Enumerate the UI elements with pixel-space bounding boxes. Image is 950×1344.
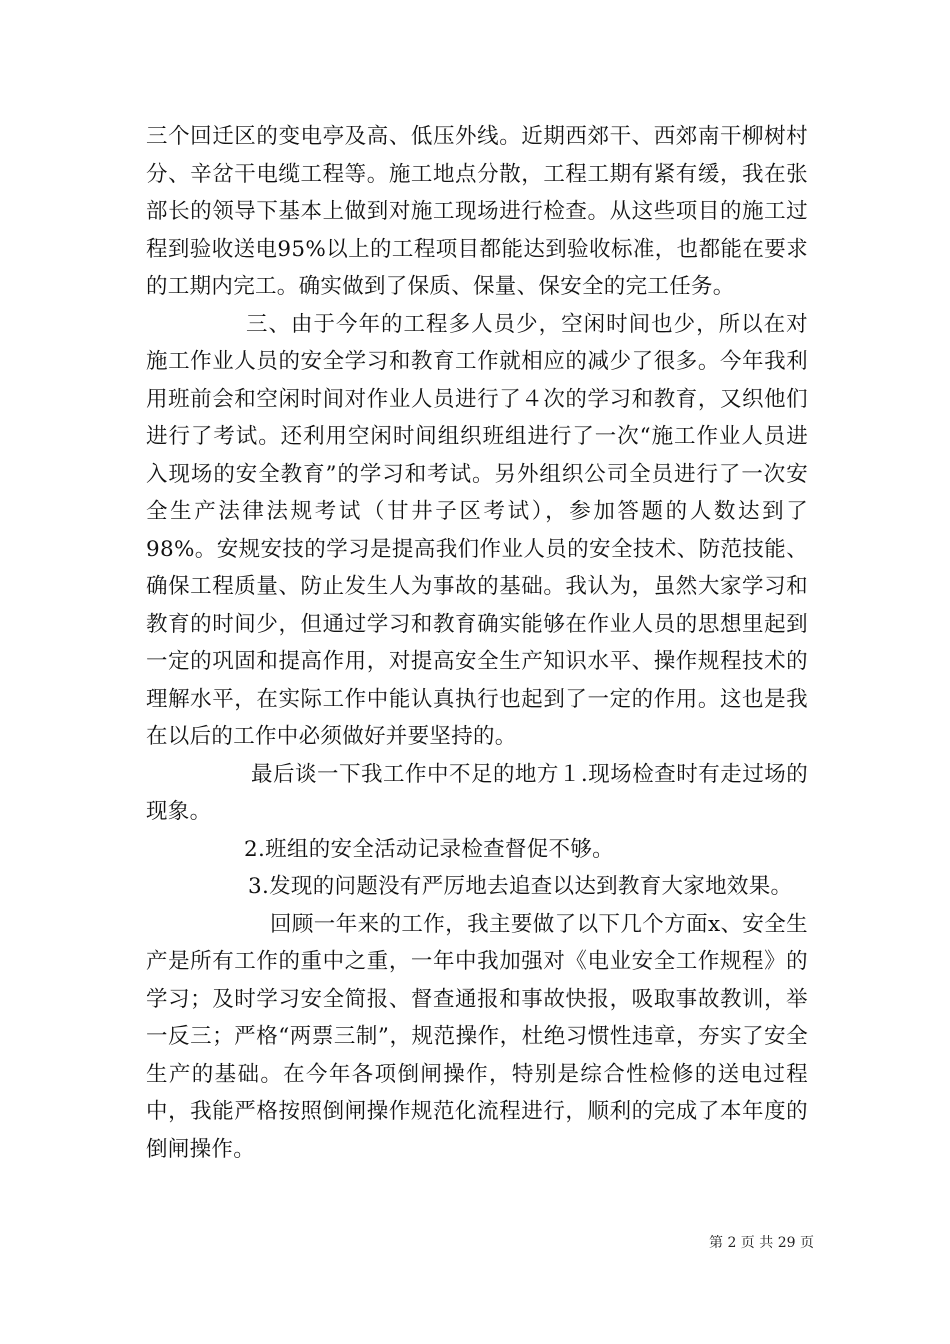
document-body bbox=[146, 118, 808, 1168]
paragraph-project-summary: 三个回迁区的变电亭及高、低压外线。近期西郊干、西郊南干柳树村分、辛岔干电缆工程等。施工地点分散，工程工期有紧有缓，我在张部长的领导下基本上做到对施工现场进行检查。从这些项目的施工过程到验收送电95%以上的工程项目都能达到验收标准，也都能在要求的工期内完工。确实做到了保质、保量、保安全的完工任务。 bbox=[146, 124, 808, 299]
page-number-footer: 第 2 页 共 29 页 bbox=[709, 1235, 814, 1251]
paragraph-shortcomings-intro: 最后谈一下我工作中不足的地方１.现场检查时有走过场的现象。 bbox=[146, 761, 808, 824]
paragraph-section-three-training: 三、由于今年的工程多人员少，空闲时间也少，所以在对施工作业人员的安全学习和教育工作就相应的减少了很多。今年我利用班前会和空闲时间对作业人员进行了４次的学习和教育，又织他们进行了考试。还利用空闲时间组织班组进行了一次“施工作业人员进入现场的安全教育”的学习和考试。另外组织公司全员进行了一次安全生产法律法规考试（甘井子区考试），参加答题的人数达到了98%。安规安技的学习是提高我们作业人员的安全技术、防范技能、确保工程质量、防止发生人为事故的基础。我认为，虽然大家学习和教育的时间少，但通过学习和教育确实能够在作业人员的思想里起到一定的巩固和提高作用，对提高安全生产知识水平、操作规程技术的理解水平，在实际工作中能认真执行也起到了一定的作用。这也是我在以后的工作中必须做好并要坚持的。 bbox=[146, 311, 808, 749]
paragraph-shortcoming-item-2: 2.班组的安全活动记录检查督促不够。 bbox=[244, 836, 614, 862]
paragraph-shortcoming-item-3: 3.发现的问题没有严厉地去追查以达到教育大家地效果。 bbox=[248, 874, 793, 899]
paragraph-year-review: 回顾一年来的工作，我主要做了以下几个方面x、安全生产是所有工作的重中之重，一年中我加强对《电业安全工作规程》的学习；及时学习安全简报、督查通报和事故快报，吸取事故教训，举一反三；严格“两票三制”，规范操作，杜绝习惯性违章，夯实了安全生产的基础。在今年各项倒闸操作，特别是综合性检修的送电过程中，我能严格按照倒闸操作规范化流程进行，顺利的完成了本年度的倒闸操作。 bbox=[146, 911, 808, 1162]
